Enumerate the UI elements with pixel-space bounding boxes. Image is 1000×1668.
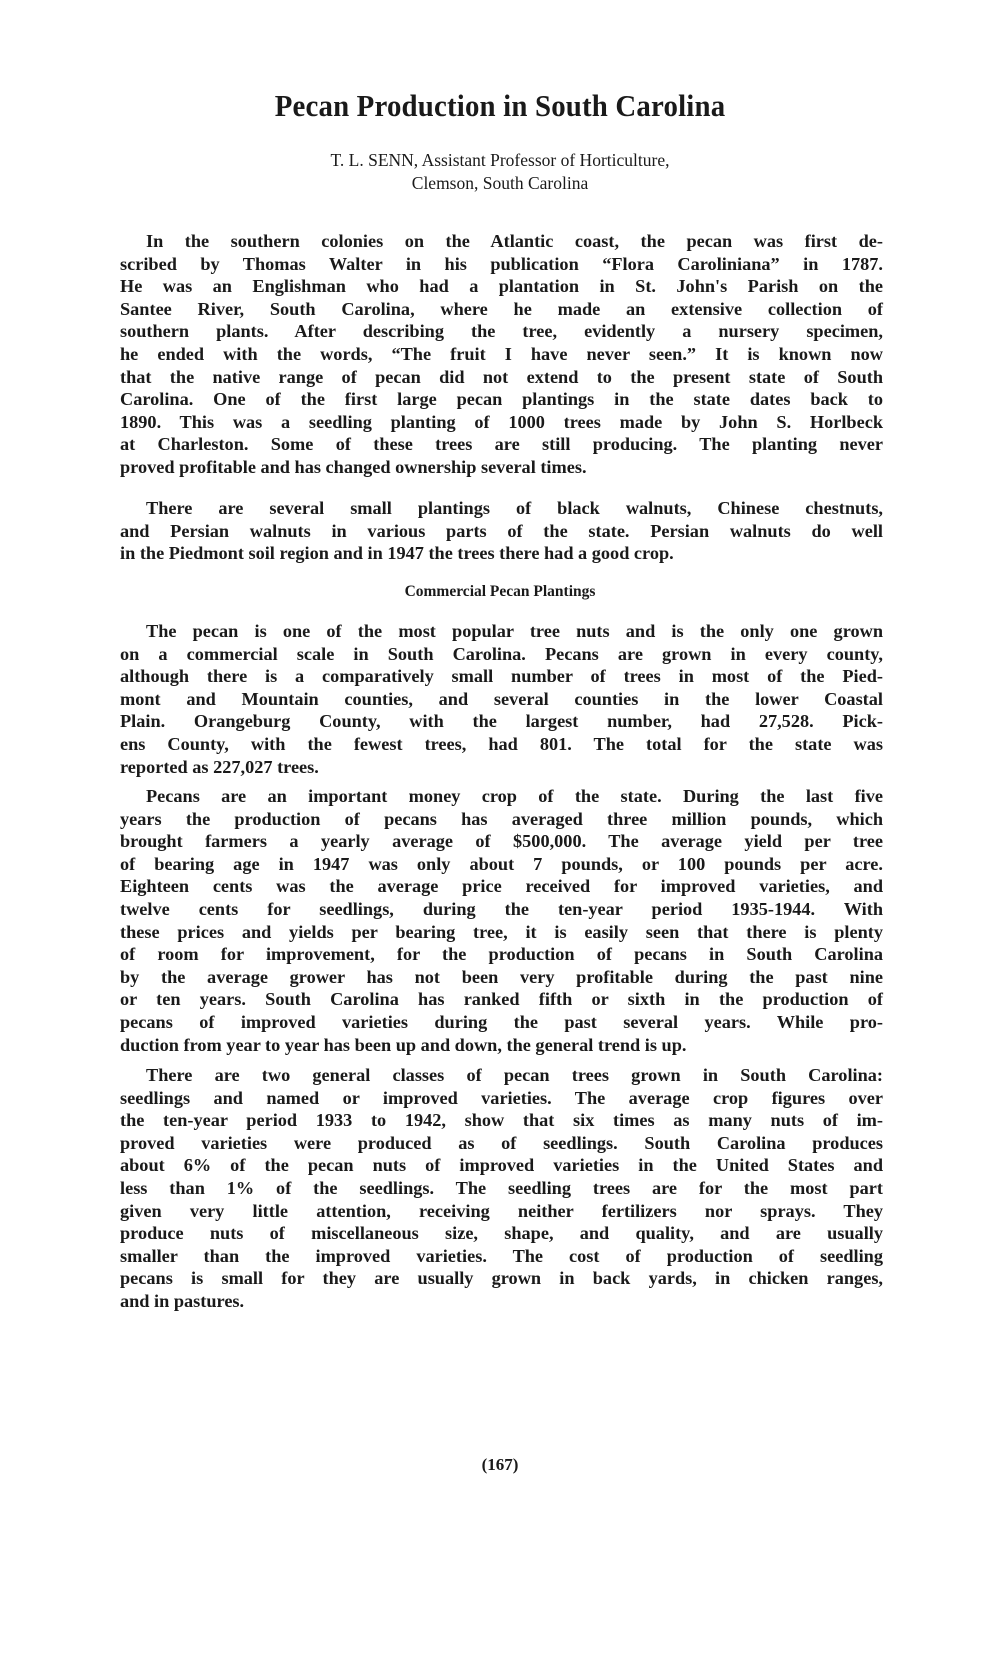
text-line: seedlings and named or improved varieties. The average crop figures over: [120, 1087, 883, 1108]
text-line: Eighteen cents was the average price received for improved varieties, and: [120, 876, 883, 897]
text-line: years the production of pecans has averaged three million pounds, which: [120, 808, 883, 829]
paragraph-history: [120, 230, 883, 479]
text-line: ens County, with the fewest trees, had 801. The total for the state was: [120, 733, 883, 754]
text-line: proved varieties were produced as of seedlings. South Carolina produces: [120, 1132, 883, 1153]
text-line: proved profitable and has changed ownership several times.: [120, 456, 587, 477]
text-line: scribed by Thomas Walter in his publication “Flora Caroliniana” in 1787.: [120, 253, 883, 274]
text-line: given very little attention, receiving neither fertilizers nor sprays. They: [120, 1200, 883, 1221]
text-line: 1890. This was a seedling planting of 1000 trees made by John S. Horlbeck: [120, 411, 883, 432]
text-line: duction from year to year has been up and down, the general trend is up.: [120, 1034, 687, 1055]
text-line: produce nuts of miscellaneous size, shape, and quality, and are usually: [120, 1223, 883, 1244]
text-line: Santee River, South Carolina, where he made an extensive collection of: [120, 298, 883, 319]
text-line: He was an Englishman who had a plantation in St. John's Parish on the: [120, 276, 883, 297]
author-affiliation: Clemson, South Carolina: [411, 173, 589, 193]
section-heading: Commercial Pecan Plantings: [404, 583, 596, 600]
text-line: In the southern colonies on the Atlantic coast, the pecan was first de-: [146, 231, 883, 251]
text-line: twelve cents for seedlings, during the ten-year period 1935-1944. With: [120, 898, 883, 919]
page-number: (167): [481, 1455, 519, 1474]
text-line: and Persian walnuts in various parts of the state. Persian walnuts do well: [120, 520, 883, 541]
text-line: brought farmers a yearly average of $500,000. The average yield per tree: [120, 831, 883, 852]
text-line: and in pastures.: [120, 1290, 245, 1311]
text-line: pecans of improved varieties during the past several years. While pro-: [120, 1011, 883, 1032]
text-line: smaller than the improved varieties. The cost of production of seedling: [120, 1245, 883, 1266]
text-line: about 6% of the pecan nuts of improved varieties in the United States and: [120, 1155, 883, 1176]
text-line: that the native range of pecan did not extend to the present state of South: [120, 366, 883, 387]
paragraph-commercial-plantings: [120, 620, 883, 778]
text-line: The pecan is one of the most popular tree nuts and is the only one grown: [146, 621, 883, 641]
text-line: in the Piedmont soil region and in 1947 the trees there had a good crop.: [120, 543, 674, 564]
text-line: southern plants. After describing the tree, evidently a nursery specimen,: [120, 321, 883, 342]
text-line: Pecans are an important money crop of the state. During the last five: [146, 786, 883, 806]
text-line: There are two general classes of pecan trees grown in South Carolina:: [146, 1065, 883, 1085]
text-line: reported as 227,027 trees.: [120, 756, 319, 777]
text-line: less than 1% of the seedlings. The seedling trees are for the most part: [120, 1177, 883, 1198]
text-line: the ten-year period 1933 to 1942, show that six times as many nuts of im-: [120, 1110, 883, 1131]
text-line: these prices and yields per bearing tree, it is easily seen that there is plenty: [120, 921, 883, 942]
text-line: Plain. Orangeburg County, with the largest number, had 27,528. Pick-: [120, 711, 883, 732]
text-line: of room for improvement, for the production of pecans in South Carolina: [120, 944, 883, 965]
page-title: Pecan Production in South Carolina: [274, 88, 726, 123]
author-line: T. L. SENN, Assistant Professor of Horticulture,: [330, 150, 670, 170]
paragraph-other-nuts: [120, 497, 883, 565]
paragraph-classes: [120, 1064, 883, 1313]
text-line: although there is a comparatively small number of trees in most of the Pied-: [120, 666, 883, 687]
text-line: or ten years. South Carolina has ranked fifth or sixth in the production of: [120, 989, 883, 1010]
text-line: on a commercial scale in South Carolina. Pecans are grown in every county,: [120, 643, 883, 664]
paragraph-money-crop: [120, 785, 883, 1056]
text-line: pecans is small for they are usually grown in back yards, in chicken ranges,: [120, 1268, 883, 1289]
text-line: of bearing age in 1947 was only about 7 pounds, or 100 pounds per acre.: [120, 853, 883, 874]
text-line: Carolina. One of the first large pecan plantings in the state dates back to: [120, 389, 883, 410]
text-line: by the average grower has not been very profitable during the past nine: [120, 966, 883, 987]
text-line: mont and Mountain counties, and several counties in the lower Coastal: [120, 688, 883, 709]
text-line: he ended with the words, “The fruit I have never seen.” It is known now: [120, 343, 883, 364]
text-line: at Charleston. Some of these trees are still producing. The planting never: [120, 434, 883, 455]
text-line: There are several small plantings of black walnuts, Chinese chestnuts,: [146, 498, 883, 518]
